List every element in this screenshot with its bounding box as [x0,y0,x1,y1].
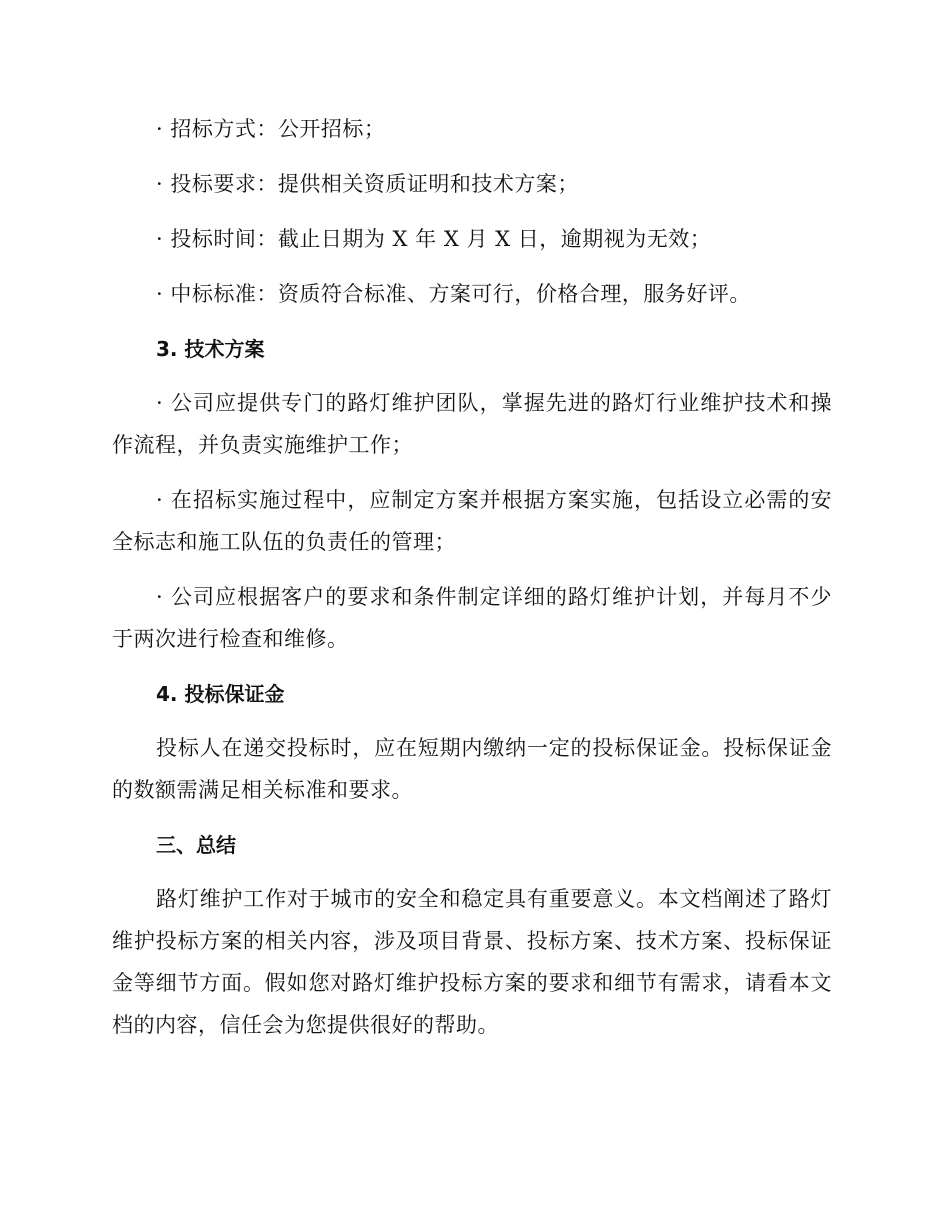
bid-deadline-item: · 投标时间：截止日期为 X 年 X 月 X 日，逾期视为无效； [156,227,712,251]
award-criteria-item: · 中标标准：资质符合标准、方案可行，价格合理，服务好评。 [156,282,751,306]
section-heading-bid-bond: 4. 投标保证金 [156,682,285,706]
technical-item-safety: · 在招标实施过程中，应制定方案并根据方案实施，包括设立必需的安全标志和施工队伍的负责任的管理； [112,488,832,554]
section-heading-technical-plan: 3. 技术方案 [156,337,265,361]
document-body [112,108,832,1058]
bid-requirement-item: · 投标要求：提供相关资质证明和技术方案； [156,172,579,196]
bid-method-item: · 招标方式：公开招标； [156,117,386,141]
summary-paragraph: 路灯维护工作对于城市的安全和稳定具有重要意义。本文档阐述了路灯维护投标方案的相关内容，涉及项目背景、投标方案、技术方案、投标保证金等细节方面。假如您对路灯维护投标方案的要求和细节有需求，请看本文档的内容，信任会为您提供很好的帮助。 [112,887,832,1037]
technical-item-schedule: · 公司应根据客户的要求和条件制定详细的路灯维护计划，并每月不少于两次进行检查和维修。 [112,585,832,651]
section-heading-summary: 三、总结 [156,833,236,857]
bid-bond-paragraph: 投标人在递交投标时，应在短期内缴纳一定的投标保证金。投标保证金的数额需满足相关标准和要求。 [112,736,832,802]
technical-item-team: · 公司应提供专门的路灯维护团队，掌握先进的路灯行业维护技术和操作流程，并负责实施维护工作； [112,391,832,457]
